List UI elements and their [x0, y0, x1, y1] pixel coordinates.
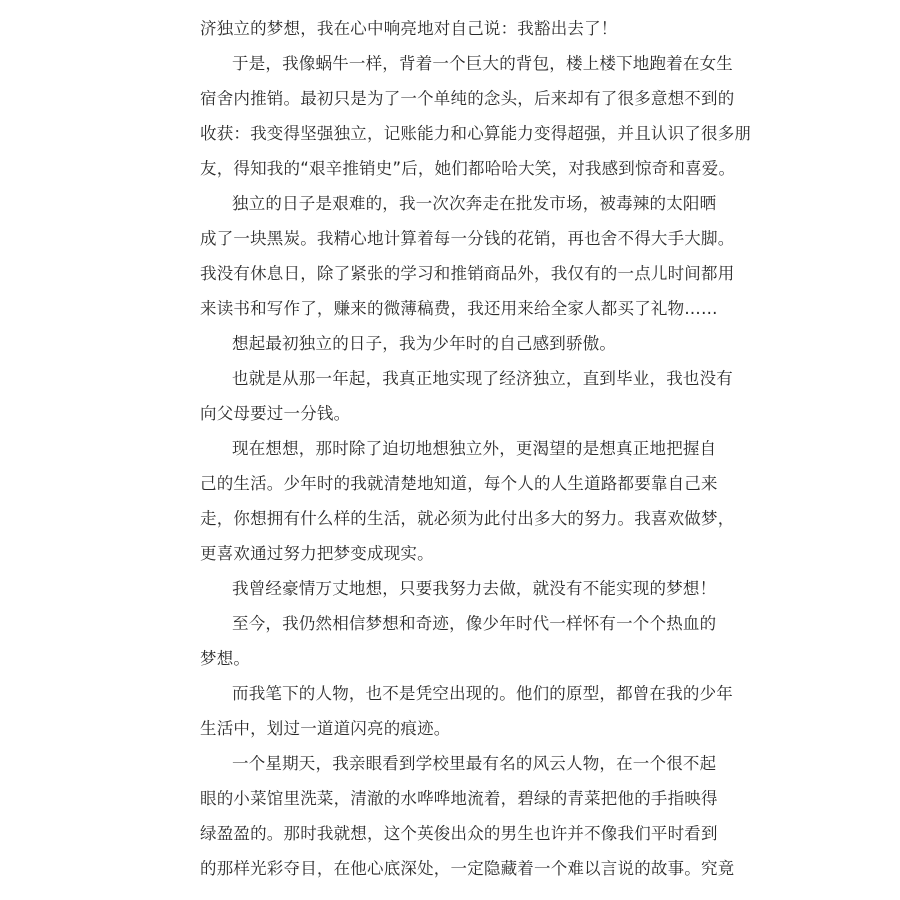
text-line: 宿舍内推销。最初只是为了一个单纯的念头，后来却有了很多意想不到的 [200, 89, 735, 108]
text-line: 成了一块黑炭。我精心地计算着每一分钱的花销，再也舍不得大手大脚。 [200, 229, 735, 248]
text-line: 眼的小菜馆里洗菜，清澈的水哗哗地流着，碧绿的青菜把他的手指映得 [200, 789, 718, 808]
text-line: 的那样光彩夺目，在他心底深处，一定隐藏着一个难以言说的故事。究竟 [200, 859, 735, 878]
paragraph-start-line: 独立的日子是艰难的，我一次次奔走在批发市场，被毒辣的太阳晒 [232, 194, 717, 213]
text-line: 绿盈盈的。那时我就想，这个英俊出众的男生也许并不像我们平时看到 [200, 824, 718, 843]
text-line: 梦想。 [200, 649, 251, 668]
paragraph-start-line: 我曾经豪情万丈地想，只要我努力去做，就没有不能实现的梦想！ [232, 579, 717, 598]
paragraph-start-line: 现在想想，那时除了迫切地想独立外，更渴望的是想真正地把握自 [232, 439, 717, 458]
text-line: 向父母要过一分钱。 [200, 404, 351, 423]
text-line: 我没有休息日，除了紧张的学习和推销商品外，我仅有的一点儿时间都用 [200, 264, 735, 283]
text-line: 己的生活。少年时的我就清楚地知道，每个人的人生道路都要靠自己来 [200, 474, 718, 493]
text-line: 来读书和写作了，赚来的微薄稿费，我还用来给全家人都买了礼物…… [200, 299, 718, 318]
text-line: 友，得知我的“艰辛推销史”后，她们都哈哈大笑，对我感到惊奇和喜爱。 [200, 159, 736, 178]
text-line: 更喜欢通过努力把梦变成现实。 [200, 544, 434, 563]
paragraph-start-line: 而我笔下的人物，也不是凭空出现的。他们的原型，都曾在我的少年 [232, 684, 733, 703]
paragraph-start-line: 也就是从那一年起，我真正地实现了经济独立，直到毕业，我也没有 [232, 369, 733, 388]
text-line: 济独立的梦想，我在心中响亮地对自己说：我豁出去了！ [200, 19, 618, 38]
paragraph-start-line: 想起最初独立的日子，我为少年时的自己感到骄傲。 [232, 334, 617, 353]
paragraph-start-line: 至今，我仍然相信梦想和奇迹，像少年时代一样怀有一个个热血的 [232, 614, 717, 633]
paragraph-start-line: 一个星期天，我亲眼看到学校里最有名的风云人物，在一个很不起 [232, 754, 717, 773]
paragraph-start-line: 于是，我像蜗牛一样，背着一个巨大的背包，楼上楼下地跑着在女生 [232, 54, 733, 73]
text-line: 走，你想拥有什么样的生活，就必须为此付出多大的努力。我喜欢做梦， [200, 509, 735, 528]
text-line: 生活中，划过一道道闪亮的痕迹。 [200, 719, 451, 738]
text-line: 收获：我变得坚强独立，记账能力和心算能力变得超强，并且认识了很多朋 [200, 124, 752, 143]
